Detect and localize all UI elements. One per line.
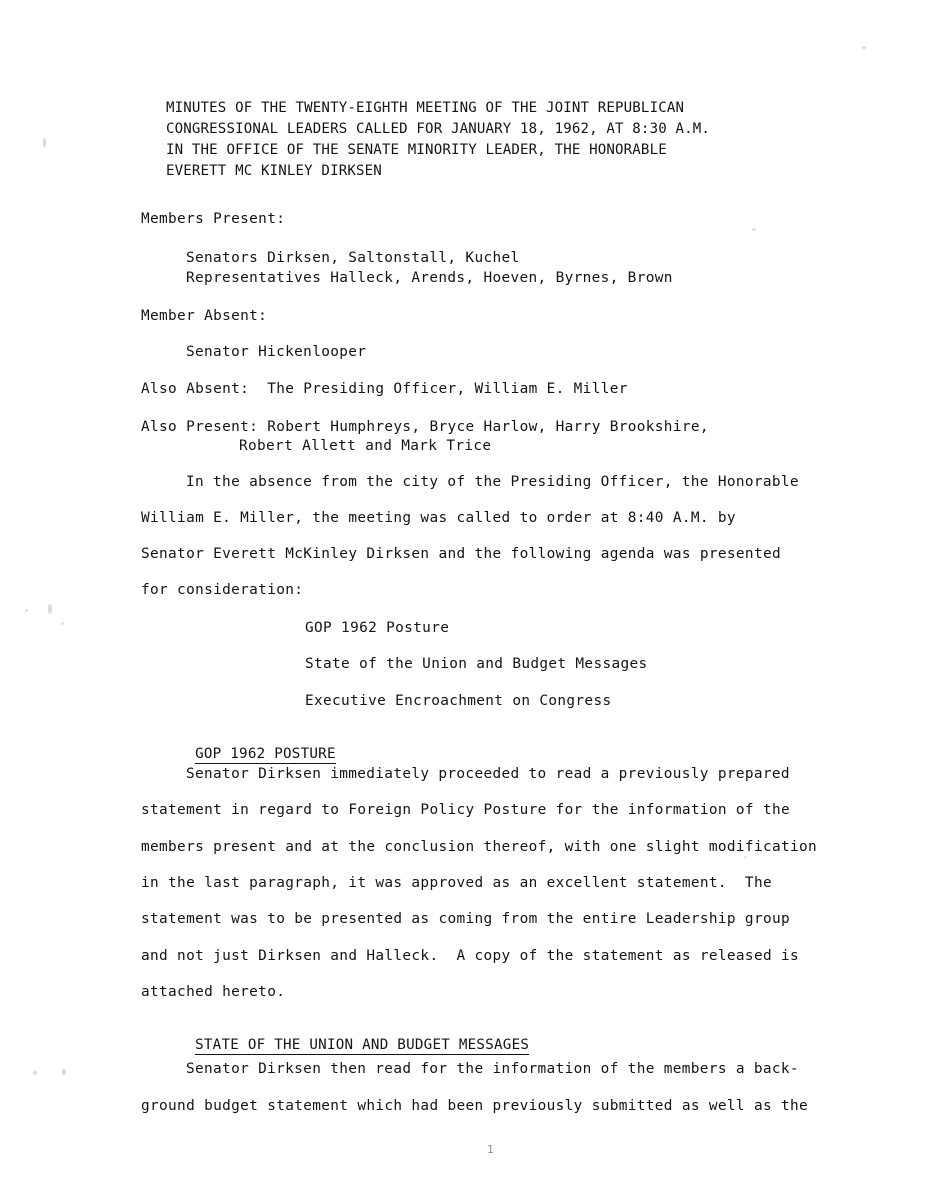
also-present-line-2: Robert Allett and Mark Trice (239, 438, 492, 454)
also-present-line-1: Also Present: Robert Humphreys, Bryce Harlow, Harry Brookshire, (141, 419, 709, 435)
section-1-line-3: members present and at the conclusion thereof, with one slight modification (141, 839, 818, 855)
member-absent-name: Senator Hickenlooper (186, 344, 367, 360)
title-line-2: CONGRESSIONAL LEADERS CALLED FOR JANUARY 18, 1962, AT 8:30 A.M. (166, 121, 711, 137)
members-present-label: Members Present: (141, 211, 286, 227)
section-1-heading: GOP 1962 POSTURE (195, 746, 336, 762)
page-number: 1 (487, 1143, 494, 1156)
opening-paragraph-line-2: William E. Miller, the meeting was called to order at 8:40 A.M. by (141, 510, 736, 526)
section-1-line-7: attached hereto. (141, 984, 286, 1000)
title-line-3: IN THE OFFICE OF THE SENATE MINORITY LEADER, THE HONORABLE (166, 142, 667, 158)
section-2-heading: STATE OF THE UNION AND BUDGET MESSAGES (195, 1037, 530, 1053)
member-absent-label: Member Absent: (141, 308, 268, 324)
title-line-1: MINUTES OF THE TWENTY-EIGHTH MEETING OF THE JOINT REPUBLICAN (166, 100, 685, 116)
also-absent-line: Also Absent: The Presiding Officer, William E. Miller (141, 381, 628, 397)
section-2-line-2: ground budget statement which had been previously submitted as well as the (141, 1098, 809, 1114)
scan-speck (862, 46, 866, 49)
section-1-line-5: statement was to be presented as coming from the entire Leadership group (141, 911, 790, 927)
agenda-item-2: State of the Union and Budget Messages (305, 656, 648, 672)
scan-speck (744, 856, 747, 859)
opening-paragraph-line-3: Senator Everett McKinley Dirksen and the following agenda was presented (141, 546, 781, 562)
section-1-line-1: Senator Dirksen immediately proceeded to read a previously prepared (186, 766, 790, 782)
agenda-item-1: GOP 1962 Posture (305, 620, 450, 636)
scan-speck (61, 622, 64, 625)
scan-speck (43, 138, 46, 147)
scan-speck (48, 604, 52, 614)
section-1-line-2: statement in regard to Foreign Policy Posture for the information of the (141, 802, 790, 818)
scan-speck (62, 1069, 66, 1075)
section-2-line-1: Senator Dirksen then read for the information of the members a back- (186, 1061, 799, 1077)
opening-paragraph-line-1: In the absence from the city of the Presiding Officer, the Honorable (186, 474, 799, 490)
section-1-line-6: and not just Dirksen and Halleck. A copy of the statement as released is (141, 948, 800, 964)
members-present-senators: Senators Dirksen, Saltonstall, Kuchel (186, 250, 520, 266)
scan-speck (25, 609, 28, 612)
opening-paragraph-line-4: for consideration: (141, 582, 304, 598)
scan-speck (752, 228, 756, 231)
members-present-representatives: Representatives Halleck, Arends, Hoeven, Byrnes, Brown (186, 270, 673, 286)
title-line-4: EVERETT MC KINLEY DIRKSEN (166, 163, 382, 179)
scan-speck (33, 1071, 37, 1075)
section-1-line-4: in the last paragraph, it was approved as an excellent statement. The (141, 875, 772, 891)
agenda-item-3: Executive Encroachment on Congress (305, 693, 612, 709)
